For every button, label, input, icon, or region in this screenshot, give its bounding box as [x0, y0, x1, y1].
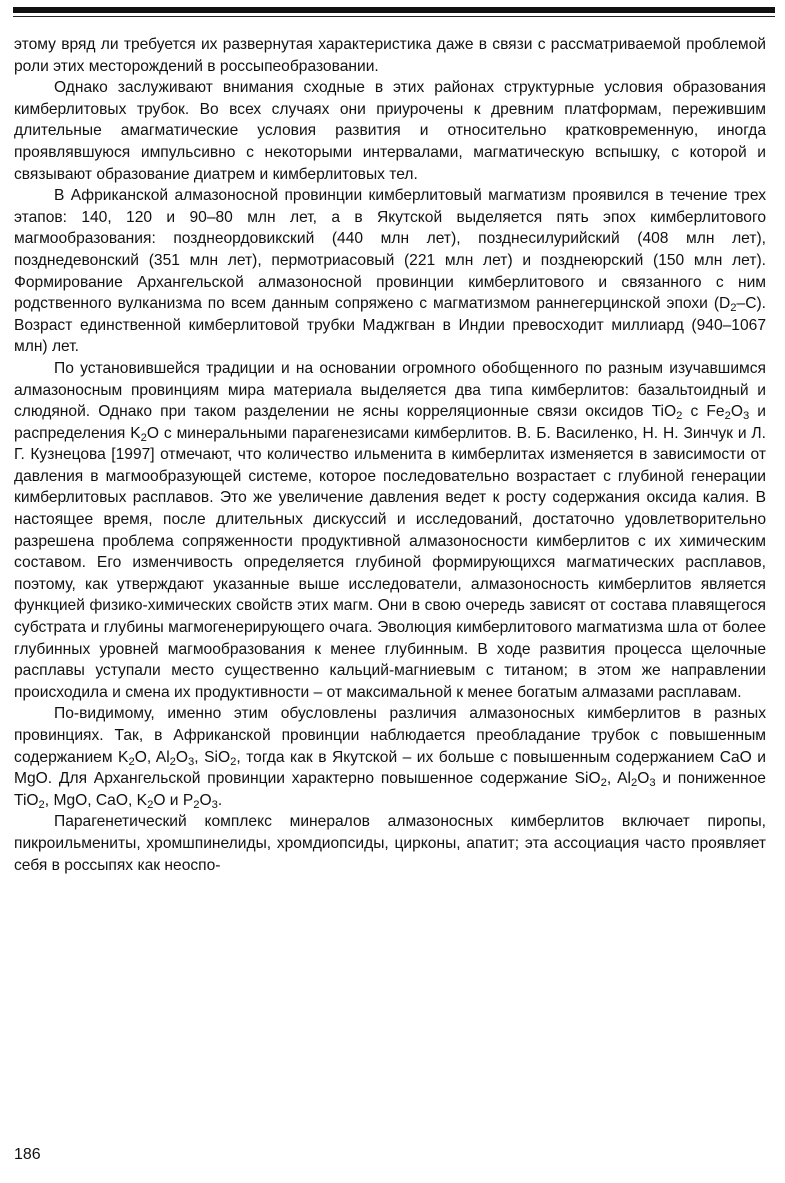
subscript: 3 — [211, 798, 218, 811]
paragraph — [14, 358, 766, 704]
text-run: и распределения K — [14, 403, 766, 442]
body-text — [14, 34, 766, 876]
subscript: 2 — [38, 798, 45, 811]
header-rule-thick — [13, 7, 775, 13]
subscript: 2 — [140, 431, 147, 444]
text-run: В Африканской алмазоносной провинции кимберлитовый магматизм проявился в течение трех этапов: 140, 120 и 90–80 млн лет, а в Якутской выделяется пять эпох кимберлитового магмообразования: позднеордовикский (440 млн лет), позднесилурийский (408 млн лет), позднедевонский (351 млн лет), пермотриасовый (221 млн лет) и позднеюрский (150 млн лет). Формирование Архангельской алмазоносной провинции кимберлитового и связанного с ним родственного вулканизма по всем данным сопряжено с магматизмом раннегерцинской эпохи (D — [14, 187, 766, 313]
paragraph — [14, 185, 766, 358]
paragraph — [14, 703, 766, 811]
subscript: 3 — [742, 409, 750, 422]
text-run: с Fe — [682, 403, 725, 421]
subscript: 2 — [676, 409, 683, 422]
paragraph — [14, 811, 766, 876]
text-run: Однако заслуживают внимания сходные в этих районах структурные условия образования кимберлитовых трубок. Во всех случаях они приурочены к древним платформам, пережившим длительные амагматические условия развития и относительно кратковременную, иногда проявлявшуюся импульсивно с некоторыми интервалами, магматическую вспышку, с которой и связывают образование диатрем и кимберлитовых тел. — [14, 79, 766, 183]
subscript: 2 — [730, 301, 737, 314]
text-run: По-видимому, именно этим обусловлены различия алмазоносных кимберлитов в разных провинциях. Так, в Африканской провинции наблюдается преобладание трубок с повышенным содержанием K — [14, 705, 766, 766]
paragraph — [14, 77, 766, 185]
text-run: O — [175, 748, 189, 766]
text-run: O и P — [153, 791, 194, 809]
subscript: 2 — [193, 798, 200, 811]
subscript: 2 — [147, 798, 154, 811]
text-run: , Al — [606, 770, 631, 788]
page-number: 186 — [14, 1146, 41, 1163]
text-run: O — [199, 791, 212, 809]
text-run: и пониженное TiO — [14, 770, 766, 809]
subscript: 2 — [724, 409, 731, 422]
subscript: 3 — [649, 776, 656, 789]
text-run: , MgO, CaO, K — [44, 791, 148, 809]
text-run: O — [730, 403, 743, 421]
text-run: Парагенетический комплекс минералов алмазоносных кимберлитов включает пиропы, пикроильмениты, хромшпинелиды, хромдиопсиды, цирконы, апатит; эта ассоциация часто проявляет себя в россыпях как неоспо- — [14, 813, 766, 874]
text-run: O — [637, 770, 650, 788]
text-run: –C). Возраст единственной кимберлитовой трубки Маджгван в Индии превосходит миллиард (940–1067 млн) лет. — [14, 295, 766, 356]
text-run: По установившейся традиции и на основании огромного обобщенного по разным изучавшимся алмазоносным провинциям мира материала выделяется два типа кимберлитов: базальтоидный и слюдяной. Однако при таком разделении не ясны корреляционные связи оксидов TiO — [14, 359, 766, 421]
subscript: 2 — [169, 755, 176, 768]
text-run: O, Al — [134, 748, 170, 766]
subscript: 2 — [128, 755, 135, 768]
subscript: 2 — [230, 755, 237, 768]
paragraph — [14, 34, 766, 77]
subscript: 3 — [188, 755, 195, 768]
text-run: этому вряд ли требуется их развернутая характеристика даже в связи с рассматриваемой проблемой роли этих месторождений в россыпеобразовании. — [14, 36, 766, 75]
subscript: 2 — [630, 776, 638, 789]
text-run: O с минеральными парагенезисами кимберлитов. В. Б. Василенко, Н. Н. Зинчук и Л. Г. Кузнецова [1997] отмечают, что количество ильменита в кимберлитах изменяется в зависимости от давления в магмообразующей системе, которое последовательно возрастает с глубиной генерации кимберлитовых расплавов. Это же увеличение давления ведет к росту содержания оксида калия. В настоящее время, после длительных дискуссий и исследований, достаточно удовлетворительно разрешена проблема сопряженности продуктивной алмазоносности кимберлитов с их химическим составом. Его изменчивость определяется глубиной формирующихся магматических расплавов, поэтому, как утверждают указанные выше исследователи, алмазоносность кимберлитов является функцией физико-химических свойств этих магм. Они в свою очередь зависят от состава плавящегося субстрата и глубины магмогенерирующего очага. Эволюция кимберлитового магматизма шла от более глубинных уровней магмообразования к менее глубинным. В ходе развития процесса щелочные расплавы уступали место существенно кальций-магниевым с титаном; в этом же направлении происходила и смена их продуктивности – от максимальной к менее богатым алмазами расплавам. — [14, 424, 766, 701]
header-rule-thin — [13, 16, 775, 17]
text-run: , SiO — [194, 748, 231, 766]
text-run: , тогда как в Якутской – их больше с повышенным содержанием CaO и MgO. Для Архангельской провинции характерно повышенное содержание SiO — [14, 748, 766, 788]
subscript: 2 — [600, 776, 607, 789]
text-run: . — [217, 791, 223, 809]
